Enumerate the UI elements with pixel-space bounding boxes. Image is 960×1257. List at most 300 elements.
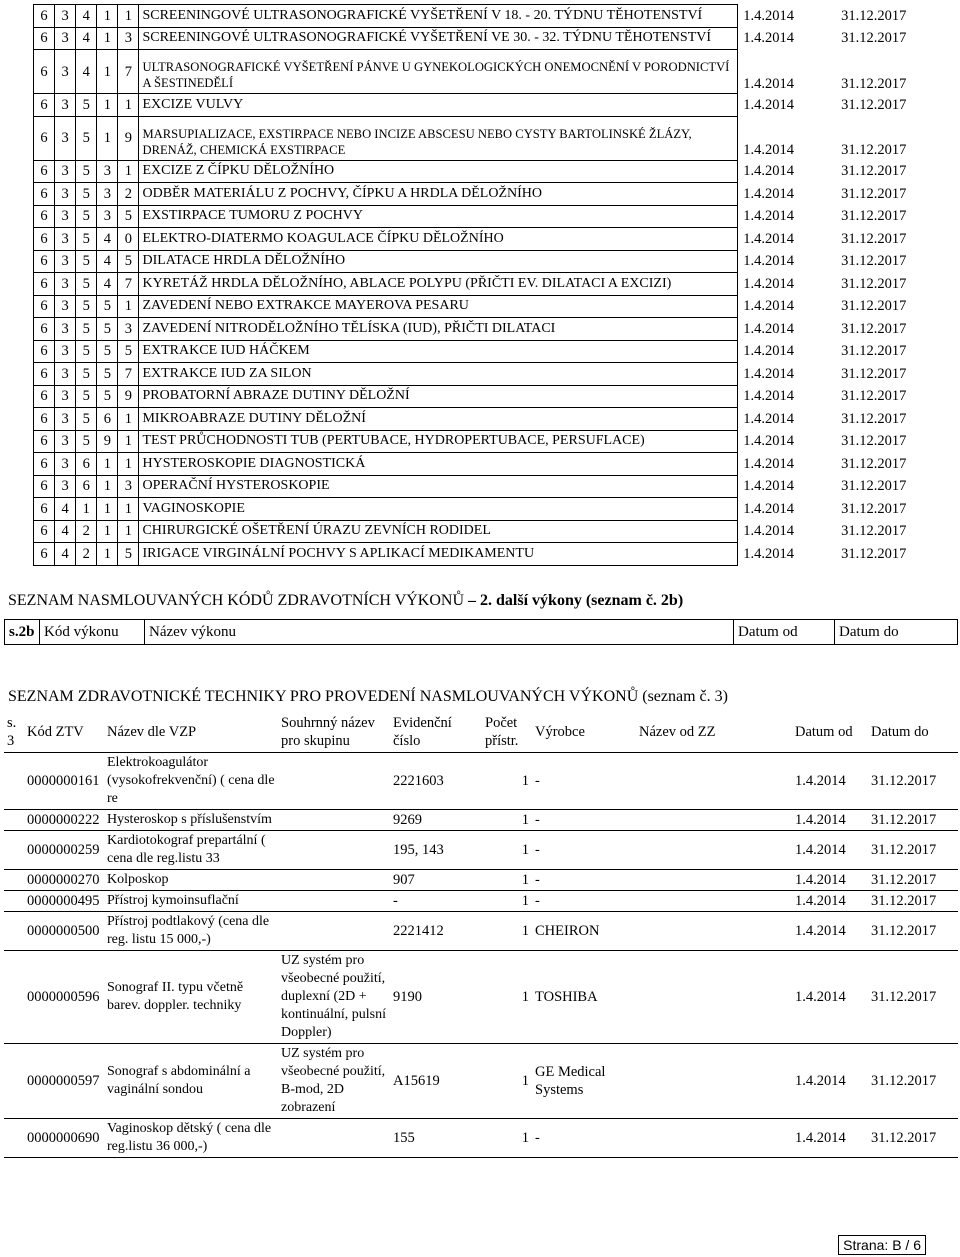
- row-sec: [4, 810, 24, 831]
- manufacturer: -: [532, 753, 636, 810]
- procedure-name: ZAVEDENÍ NEBO EXTRAKCE MAYEROVA PESARU: [139, 295, 738, 318]
- code-row: [34, 295, 914, 318]
- date-to: 31.12.2017: [841, 478, 907, 495]
- date-to: 31.12.2017: [841, 230, 907, 247]
- code-row: [34, 385, 914, 408]
- date-to: 31.12.2017: [841, 7, 907, 24]
- equipment-group: [278, 1119, 390, 1158]
- section2-heading-main: SEZNAM NASMLOUVANÝCH KÓDŮ ZDRAVOTNÍCH VÝKONŮ: [8, 592, 465, 609]
- equipment-row: [4, 810, 958, 831]
- date-to: 31.12.2017: [841, 163, 907, 180]
- code-digit: 3: [55, 475, 76, 498]
- code-row: [34, 363, 914, 386]
- code-row: [34, 5, 914, 28]
- evidence-number: 2221603: [390, 753, 482, 810]
- procedure-name: EXTRAKCE IUD HÁČKEM: [139, 340, 738, 363]
- procedure-name: MARSUPIALIZACE, EXSTIRPACE NEBO INCIZE ABSCESU NEBO CYSTY BARTOLINSKÉ ŽLÁZY, DRENÁŽ, CHEMICKÁ EXSTIRPACE: [139, 116, 738, 160]
- code-row: [34, 273, 914, 296]
- code-digit: 9: [118, 385, 139, 408]
- code-digit: 9: [97, 430, 118, 453]
- date-from: 1.4.2014: [743, 96, 794, 113]
- zz-name: [636, 753, 792, 810]
- s2-col-from: Datum od: [734, 620, 835, 645]
- date-from: 1.4.2014: [743, 30, 794, 47]
- code-digit: 3: [118, 318, 139, 341]
- equipment-group: [278, 753, 390, 810]
- code-digit: 2: [76, 520, 97, 543]
- code-digit: 3: [55, 295, 76, 318]
- code-digit: 6: [34, 543, 55, 566]
- procedure-name: ELEKTRO-DIATERMO KOAGULACE ČÍPKU DĚLOŽNÍHO: [139, 228, 738, 251]
- date-from: 1.4.2014: [792, 753, 868, 810]
- equipment-group: [278, 870, 390, 891]
- code-digit: 6: [76, 453, 97, 476]
- device-count: 1: [482, 1044, 532, 1119]
- date-from: 1.4.2014: [743, 75, 794, 92]
- code-row: [34, 116, 914, 160]
- evidence-number: A15619: [390, 1044, 482, 1119]
- date-from: 1.4.2014: [743, 230, 794, 247]
- code-digit: 1: [97, 453, 118, 476]
- code-digit: 4: [55, 520, 76, 543]
- code-digit: 3: [55, 453, 76, 476]
- code-digit: 1: [118, 295, 139, 318]
- code-digit: 3: [55, 50, 76, 94]
- date-from: 1.4.2014: [743, 365, 794, 382]
- date-to: 31.12.2017: [841, 433, 907, 450]
- evidence-number: 2221412: [390, 912, 482, 951]
- equipment-code: 0000000161: [24, 753, 104, 810]
- zz-name: [636, 912, 792, 951]
- code-digit: 3: [55, 228, 76, 251]
- code-digit: 6: [97, 408, 118, 431]
- code-digit: 1: [97, 50, 118, 94]
- evidence-number: 9190: [390, 951, 482, 1044]
- date-to: 31.12.2017: [841, 455, 907, 472]
- code-digit: 5: [76, 385, 97, 408]
- page-number: Strana: B / 6: [838, 1235, 926, 1255]
- code-digit: 1: [97, 94, 118, 117]
- code-digit: 1: [97, 520, 118, 543]
- equipment-name: Sonograf II. typu včetně barev. doppler. techniky: [104, 951, 278, 1044]
- code-row: [34, 520, 914, 543]
- code-row: [34, 228, 914, 251]
- equipment-group: [278, 831, 390, 870]
- row-sec: [4, 912, 24, 951]
- date-from: 1.4.2014: [743, 410, 794, 427]
- date-from: 1.4.2014: [743, 275, 794, 292]
- code-digit: 6: [76, 475, 97, 498]
- equipment-name: Sonograf s abdominální a vaginální sondou: [104, 1044, 278, 1119]
- equipment-name: Kardiotokograf prepartální ( cena dle reg.listu 33: [104, 831, 278, 870]
- code-digit: 6: [34, 160, 55, 183]
- code-digit: 5: [97, 295, 118, 318]
- code-digit: 3: [97, 183, 118, 206]
- code-digit: 6: [34, 5, 55, 28]
- code-digit: 6: [34, 453, 55, 476]
- code-digit: 6: [34, 273, 55, 296]
- section3-heading: [8, 688, 728, 706]
- equipment-name: Elektrokoagulátor (vysokofrekvenční) ( cena dle re: [104, 753, 278, 810]
- code-digit: 3: [55, 205, 76, 228]
- date-from: 1.4.2014: [792, 891, 868, 912]
- code-digit: 1: [118, 430, 139, 453]
- equipment-name: Hysteroskop s příslušenstvím: [104, 810, 278, 831]
- code-digit: 1: [97, 5, 118, 28]
- code-digit: 4: [55, 543, 76, 566]
- code-digit: 4: [76, 50, 97, 94]
- code-digit: 3: [55, 430, 76, 453]
- code-digit: 2: [118, 183, 139, 206]
- s3-col-to: Datum do: [868, 712, 958, 753]
- s2-col-to: Datum do: [835, 620, 958, 645]
- s3-col-name: Název dle VZP: [104, 712, 278, 753]
- code-digit: 6: [34, 183, 55, 206]
- date-from: 1.4.2014: [743, 320, 794, 337]
- date-to: 31.12.2017: [841, 320, 907, 337]
- row-sec: [4, 1119, 24, 1158]
- manufacturer: -: [532, 891, 636, 912]
- device-count: 1: [482, 891, 532, 912]
- code-digit: 6: [34, 250, 55, 273]
- equipment-group: [278, 810, 390, 831]
- s3-col-from: Datum od: [792, 712, 868, 753]
- code-digit: 3: [55, 5, 76, 28]
- code-digit: 4: [76, 27, 97, 50]
- code-digit: 5: [118, 250, 139, 273]
- section2-heading-sub: – 2. další výkony (seznam č. 2b): [464, 592, 684, 609]
- evidence-number: 195, 143: [390, 831, 482, 870]
- code-digit: 3: [97, 160, 118, 183]
- section2-header-row: [5, 620, 958, 645]
- code-digit: 7: [118, 50, 139, 94]
- code-digit: 1: [97, 543, 118, 566]
- zz-name: [636, 1044, 792, 1119]
- procedure-name: HYSTEROSKOPIE DIAGNOSTICKÁ: [139, 453, 738, 476]
- procedure-name: TEST PRŮCHODNOSTI TUB (PERTUBACE, HYDROPERTUBACE, PERSUFLACE): [139, 430, 738, 453]
- code-digit: 6: [34, 295, 55, 318]
- equipment-code: 0000000596: [24, 951, 104, 1044]
- code-digit: 1: [97, 498, 118, 521]
- equipment-code: 0000000500: [24, 912, 104, 951]
- code-digit: 3: [55, 160, 76, 183]
- date-to: 31.12.2017: [841, 185, 907, 202]
- code-digit: 5: [97, 340, 118, 363]
- code-digit: 5: [118, 340, 139, 363]
- equipment-row: [4, 1044, 958, 1119]
- date-from: 1.4.2014: [792, 870, 868, 891]
- date-from: 1.4.2014: [743, 388, 794, 405]
- procedure-name: DILATACE HRDLA DĚLOŽNÍHO: [139, 250, 738, 273]
- date-to: 31.12.2017: [841, 253, 907, 270]
- manufacturer: -: [532, 810, 636, 831]
- s3-col-count: Počet přístr.: [482, 712, 532, 753]
- evidence-number: 9269: [390, 810, 482, 831]
- code-digit: 0: [118, 228, 139, 251]
- date-to: 31.12.2017: [841, 208, 907, 225]
- equipment-name: Vaginoskop dětský ( cena dle reg.listu 36 000,-): [104, 1119, 278, 1158]
- date-from: 1.4.2014: [792, 1044, 868, 1119]
- procedure-name: EXTRAKCE IUD ZA SILON: [139, 363, 738, 386]
- device-count: 1: [482, 870, 532, 891]
- s3-col-group: Souhrnný název pro skupinu: [278, 712, 390, 753]
- code-digit: 3: [55, 318, 76, 341]
- date-from: 1.4.2014: [743, 523, 794, 540]
- code-digit: 6: [34, 363, 55, 386]
- equipment-group: UZ systém pro všeobecné použití, duplexní (2D + kontinuální, pulsní Doppler): [278, 951, 390, 1044]
- code-digit: 6: [34, 228, 55, 251]
- date-to: 31.12.2017: [841, 388, 907, 405]
- evidence-number: 907: [390, 870, 482, 891]
- equipment-code: 0000000270: [24, 870, 104, 891]
- procedure-name: OPERAČNÍ HYSTEROSKOPIE: [139, 475, 738, 498]
- code-digit: 3: [55, 116, 76, 160]
- code-row: [34, 430, 914, 453]
- procedure-name: PROBATORNÍ ABRAZE DUTINY DĚLOŽNÍ: [139, 385, 738, 408]
- date-to: 31.12.2017: [841, 410, 907, 427]
- date-to: 31.12.2017: [868, 870, 958, 891]
- code-digit: 3: [55, 27, 76, 50]
- section2-table: [4, 619, 958, 645]
- s3-col-zz: Název od ZZ: [636, 712, 792, 753]
- evidence-number: -: [390, 891, 482, 912]
- code-digit: 1: [118, 408, 139, 431]
- equipment-name: Kolposkop: [104, 870, 278, 891]
- manufacturer: -: [532, 831, 636, 870]
- manufacturer: -: [532, 870, 636, 891]
- date-to: 31.12.2017: [868, 951, 958, 1044]
- zz-name: [636, 870, 792, 891]
- procedure-name: SCREENINGOVÉ ULTRASONOGRAFICKÉ VYŠETŘENÍ VE 30. - 32. TÝDNU TĚHOTENSTVÍ: [139, 27, 738, 50]
- zz-name: [636, 831, 792, 870]
- date-to: 31.12.2017: [841, 365, 907, 382]
- date-from: 1.4.2014: [743, 478, 794, 495]
- procedure-name: MIKROABRAZE DUTINY DĚLOŽNÍ: [139, 408, 738, 431]
- code-row: [34, 50, 914, 94]
- date-to: 31.12.2017: [841, 275, 907, 292]
- code-digit: 6: [34, 430, 55, 453]
- date-from: 1.4.2014: [743, 185, 794, 202]
- date-from: 1.4.2014: [743, 500, 794, 517]
- manufacturer: TOSHIBA: [532, 951, 636, 1044]
- date-to: 31.12.2017: [841, 500, 907, 517]
- evidence-number: 155: [390, 1119, 482, 1158]
- date-from: 1.4.2014: [792, 831, 868, 870]
- equipment-row: [4, 951, 958, 1044]
- procedure-name: EXSTIRPACE TUMORU Z POCHVY: [139, 205, 738, 228]
- code-digit: 5: [76, 273, 97, 296]
- code-digit: 1: [97, 116, 118, 160]
- equipment-group: [278, 891, 390, 912]
- code-digit: 5: [76, 160, 97, 183]
- equipment-row: [4, 891, 958, 912]
- code-digit: 5: [118, 543, 139, 566]
- device-count: 1: [482, 1119, 532, 1158]
- code-digit: 7: [118, 273, 139, 296]
- s3-col-sec: s. 3: [4, 712, 24, 753]
- code-digit: 6: [34, 408, 55, 431]
- code-digit: 6: [34, 475, 55, 498]
- code-digit: 1: [76, 498, 97, 521]
- code-digit: 5: [76, 183, 97, 206]
- manufacturer: GE Medical Systems: [532, 1044, 636, 1119]
- date-from: 1.4.2014: [743, 545, 794, 562]
- code-digit: 6: [34, 520, 55, 543]
- procedure-name: KYRETÁŽ HRDLA DĚLOŽNÍHO, ABLACE POLYPU (PŘIČTI EV. DILATACI A EXCIZI): [139, 273, 738, 296]
- code-digit: 3: [55, 363, 76, 386]
- row-sec: [4, 753, 24, 810]
- code-row: [34, 408, 914, 431]
- zz-name: [636, 810, 792, 831]
- manufacturer: CHEIRON: [532, 912, 636, 951]
- row-sec: [4, 891, 24, 912]
- code-row: [34, 543, 914, 566]
- code-digit: 3: [55, 340, 76, 363]
- code-digit: 6: [34, 27, 55, 50]
- date-from: 1.4.2014: [743, 343, 794, 360]
- code-digit: 3: [55, 94, 76, 117]
- code-digit: 6: [34, 340, 55, 363]
- code-row: [34, 27, 914, 50]
- code-digit: 5: [76, 295, 97, 318]
- device-count: 1: [482, 831, 532, 870]
- date-to: 31.12.2017: [868, 1119, 958, 1158]
- code-digit: 6: [34, 385, 55, 408]
- date-to: 31.12.2017: [868, 1044, 958, 1119]
- code-digit: 6: [34, 94, 55, 117]
- code-digit: 1: [97, 475, 118, 498]
- code-digit: 6: [34, 205, 55, 228]
- device-count: 1: [482, 912, 532, 951]
- date-to: 31.12.2017: [841, 523, 907, 540]
- date-from: 1.4.2014: [743, 142, 794, 158]
- date-from: 1.4.2014: [743, 208, 794, 225]
- date-to: 31.12.2017: [868, 912, 958, 951]
- code-digit: 4: [55, 498, 76, 521]
- code-digit: 1: [118, 453, 139, 476]
- section3-heading-sub: (seznam č. 3): [638, 688, 728, 705]
- equipment-code: 0000000597: [24, 1044, 104, 1119]
- code-digit: 3: [55, 273, 76, 296]
- code-digit: 3: [55, 408, 76, 431]
- code-digit: 5: [76, 340, 97, 363]
- date-to: 31.12.2017: [841, 142, 907, 158]
- code-row: [34, 475, 914, 498]
- device-count: 1: [482, 753, 532, 810]
- date-from: 1.4.2014: [743, 163, 794, 180]
- date-to: 31.12.2017: [841, 75, 907, 92]
- equipment-name: Přístroj podtlakový (cena dle reg. listu 15 000,-): [104, 912, 278, 951]
- code-digit: 5: [97, 363, 118, 386]
- code-digit: 3: [55, 250, 76, 273]
- procedure-name: ZAVEDENÍ NITRODĚLOŽNÍHO TĚLÍSKA (IUD), PŘIČTI DILATACI: [139, 318, 738, 341]
- code-row: [34, 498, 914, 521]
- code-digit: 1: [97, 27, 118, 50]
- code-digit: 1: [118, 520, 139, 543]
- date-from: 1.4.2014: [743, 7, 794, 24]
- code-digit: 5: [76, 250, 97, 273]
- code-digit: 1: [118, 160, 139, 183]
- code-digit: 1: [118, 5, 139, 28]
- code-digit: 5: [97, 318, 118, 341]
- code-digit: 3: [118, 27, 139, 50]
- procedure-name: EXCIZE VULVY: [139, 94, 738, 117]
- code-digit: 3: [118, 475, 139, 498]
- s2-col-name: Název výkonu: [145, 620, 734, 645]
- procedure-name: CHIRURGICKÉ OŠETŘENÍ ÚRAZU ZEVNÍCH RODIDEL: [139, 520, 738, 543]
- code-digit: 3: [55, 183, 76, 206]
- s3-col-maker: Výrobce: [532, 712, 636, 753]
- equipment-body: [4, 753, 958, 1158]
- code-digit: 4: [97, 250, 118, 273]
- code-digit: 5: [97, 385, 118, 408]
- date-from: 1.4.2014: [743, 298, 794, 315]
- equipment-table: [4, 712, 958, 1158]
- equipment-code: 0000000690: [24, 1119, 104, 1158]
- code-digit: 5: [118, 205, 139, 228]
- equipment-code: 0000000222: [24, 810, 104, 831]
- code-digit: 3: [55, 385, 76, 408]
- date-from: 1.4.2014: [792, 912, 868, 951]
- date-from: 1.4.2014: [743, 433, 794, 450]
- equipment-row: [4, 831, 958, 870]
- code-digit: 3: [97, 205, 118, 228]
- zz-name: [636, 951, 792, 1044]
- procedure-name: VAGINOSKOPIE: [139, 498, 738, 521]
- code-digit: 5: [76, 318, 97, 341]
- code-digit: 4: [97, 228, 118, 251]
- s3-col-code: Kód ZTV: [24, 712, 104, 753]
- code-digit: 1: [118, 94, 139, 117]
- equipment-code: 0000000259: [24, 831, 104, 870]
- code-digit: 5: [76, 363, 97, 386]
- manufacturer: -: [532, 1119, 636, 1158]
- date-to: 31.12.2017: [868, 810, 958, 831]
- date-from: 1.4.2014: [743, 455, 794, 472]
- code-row: [34, 205, 914, 228]
- device-count: 1: [482, 951, 532, 1044]
- procedure-codes-table: [33, 4, 914, 566]
- procedure-name: SCREENINGOVÉ ULTRASONOGRAFICKÉ VYŠETŘENÍ V 18. - 20. TÝDNU TĚHOTENSTVÍ: [139, 5, 738, 28]
- code-row: [34, 183, 914, 206]
- equipment-header-row: [4, 712, 958, 753]
- section2-heading: [8, 592, 683, 610]
- code-digit: 6: [34, 318, 55, 341]
- date-to: 31.12.2017: [841, 343, 907, 360]
- equipment-row: [4, 912, 958, 951]
- row-sec: [4, 831, 24, 870]
- procedure-name: ULTRASONOGRAFICKÉ VYŠETŘENÍ PÁNVE U GYNEKOLOGICKÝCH ONEMOCNĚNÍ V PORODNICTVÍ A ŠESTINEDĚLÍ: [139, 50, 738, 94]
- code-digit: 5: [76, 94, 97, 117]
- equipment-code: 0000000495: [24, 891, 104, 912]
- row-sec: [4, 951, 24, 1044]
- code-row: [34, 250, 914, 273]
- zz-name: [636, 1119, 792, 1158]
- code-digit: 5: [76, 205, 97, 228]
- procedure-name: IRIGACE VIRGINÁLNÍ POCHVY S APLIKACÍ MEDIKAMENTU: [139, 543, 738, 566]
- code-row: [34, 453, 914, 476]
- code-digit: 7: [118, 363, 139, 386]
- code-row: [34, 160, 914, 183]
- device-count: 1: [482, 810, 532, 831]
- code-row: [34, 318, 914, 341]
- code-digit: 4: [97, 273, 118, 296]
- code-digit: 4: [76, 5, 97, 28]
- equipment-row: [4, 870, 958, 891]
- s2-col-code: Kód výkonu: [40, 620, 145, 645]
- code-digit: 6: [34, 50, 55, 94]
- code-digit: 5: [76, 116, 97, 160]
